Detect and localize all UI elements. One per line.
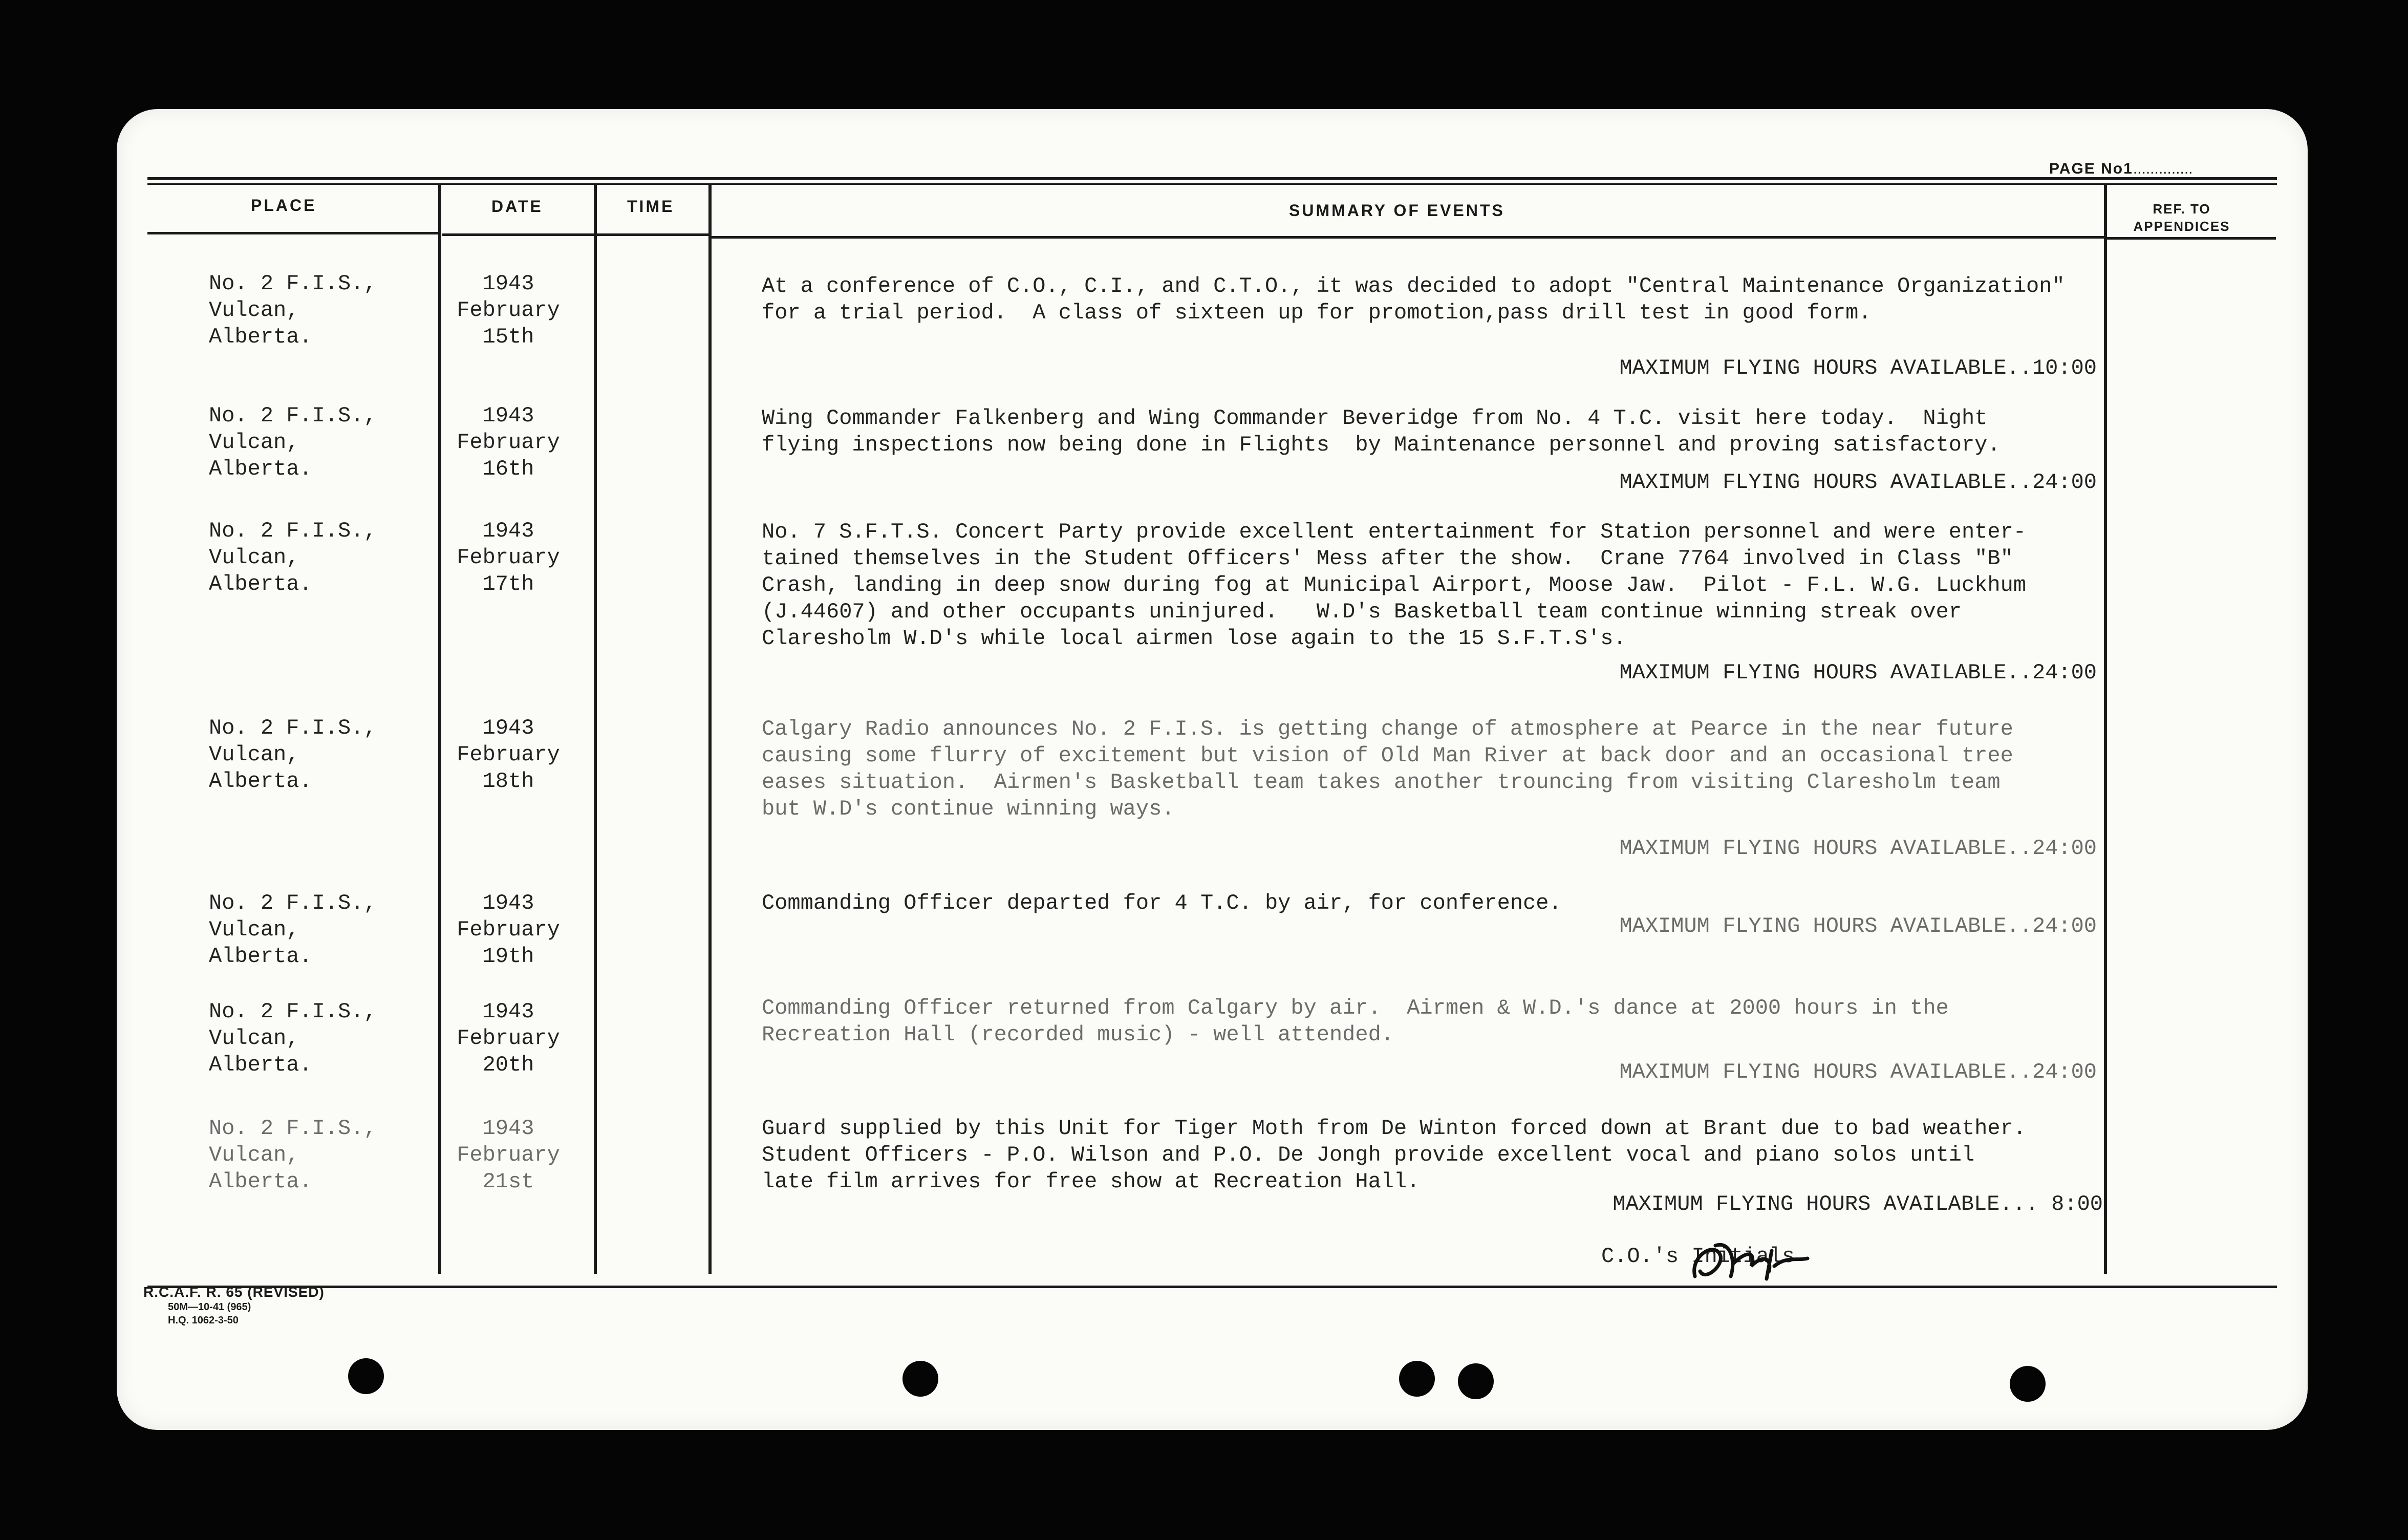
- max-flying-hours: MAXIMUM FLYING HOURS AVAILABLE... 8:00: [1612, 1192, 2103, 1216]
- punch-hole: [2010, 1366, 2046, 1402]
- entry-summary: Wing Commander Falkenberg and Wing Commander Beveridge from No. 4 T.C. visit here today. Night flying inspections now being done in Flights by Maintenance personnel and proving satisfactory.: [762, 406, 2001, 457]
- header-rule-summary: [712, 236, 2104, 239]
- entry-date: 1943 February 15th: [457, 271, 560, 349]
- entry-place: No. 2 F.I.S., Vulcan, Alberta.: [209, 403, 377, 481]
- diary-form-card: [117, 109, 2308, 1430]
- page-number: 1: [2123, 160, 2133, 177]
- entry-summary: Commanding Officer departed for 4 T.C. by air, for conference.: [762, 891, 1562, 915]
- entry-date: 1943 February 17th: [457, 519, 560, 596]
- entry-summary: At a conference of C.O., C.I., and C.T.O., it was decided to adopt "Central Maintenance Organization" for a trial period. A class of sixteen up for promotion,pass drill test in good form.: [762, 274, 2065, 325]
- entry-summary: Guard supplied by this Unit for Tiger Moth from De Winton forced down at Brant due to bad weather. Student Officers - P.O. Wilson and P.O. De Jongh provide excellent vocal and piano solos until late film arrives for free show at Recreation Hall.: [762, 1116, 2027, 1194]
- top-rule-thick: [147, 177, 2277, 180]
- header-rule-date: [442, 233, 708, 236]
- entry-place: No. 2 F.I.S., Vulcan, Alberta.: [209, 1116, 377, 1194]
- header-rule-ref: [2107, 237, 2276, 240]
- punch-hole: [348, 1358, 384, 1394]
- max-flying-hours: MAXIMUM FLYING HOURS AVAILABLE..24:00: [1619, 470, 2097, 495]
- max-flying-hours: MAXIMUM FLYING HOURS AVAILABLE..24:00: [1619, 914, 2097, 938]
- entry-date: 1943 February 20th: [457, 999, 560, 1077]
- form-identifier: R.C.A.F. R. 65 (REVISED) 50M—10-41 (965) H.Q. 1062-3-50: [143, 1284, 325, 1326]
- entry-place: No. 2 F.I.S., Vulcan, Alberta.: [209, 519, 377, 596]
- header-date: DATE: [491, 197, 543, 216]
- max-flying-hours: MAXIMUM FLYING HOURS AVAILABLE..24:00: [1619, 660, 2097, 685]
- column-divider-time: [708, 185, 712, 1274]
- max-flying-hours: MAXIMUM FLYING HOURS AVAILABLE..10:00: [1619, 356, 2097, 380]
- header-summary: SUMMARY OF EVENTS: [1289, 201, 1505, 220]
- entry-summary: Commanding Officer returned from Calgary by air. Airmen & W.D.'s dance at 2000 hours in the Recreation Hall (recorded music) - well attended.: [762, 996, 1949, 1047]
- entry-date: 1943 February 21st: [457, 1116, 560, 1194]
- entry-place: No. 2 F.I.S., Vulcan, Alberta.: [209, 891, 377, 969]
- punch-hole: [1399, 1361, 1435, 1397]
- punch-hole: [1458, 1363, 1494, 1399]
- co-initials-label: C.O.'s Initials: [1601, 1244, 1795, 1269]
- bottom-rule: [147, 1286, 2277, 1288]
- entry-summary: No. 7 S.F.T.S. Concert Party provide excellent entertainment for Station personnel and were enter- tained themselves in the Student Officers' Mess after the show. Crane 7764 involved in Class "B" Crash, landing in deep snow during fog at Municipal Airport, Moose Jaw. Pilot - F.L. W.G. Luckhum (J.44607) and other occupants uninjured. W.D's Basketball team continue winning streak over Claresholm W.D's while local airmen lose again to the 15 S.F.T.S's.: [762, 520, 2027, 651]
- entry-summary: Calgary Radio announces No. 2 F.I.S. is getting change of atmosphere at Pearce in the near future causing some flurry of excitement but vision of Old Man River at back door and an occasional tree eases situation. Airmen's Basketball team takes another trouncing from visiting Claresholm team but W.D's continue winning ways.: [762, 717, 2013, 821]
- co-initials-signature: [1685, 1235, 1818, 1287]
- punch-hole: [902, 1361, 938, 1397]
- header-place: PLACE: [251, 196, 317, 215]
- top-rule-thin: [147, 183, 2277, 185]
- column-divider-summary: [2104, 185, 2107, 1274]
- entry-place: No. 2 F.I.S., Vulcan, Alberta.: [209, 271, 377, 349]
- page-number-label: PAGE No1..............: [2049, 160, 2193, 177]
- header-rule-place: [147, 232, 439, 234]
- header-ref-appendices: REF. TO APPENDICES: [2133, 201, 2230, 234]
- entry-date: 1943 February 16th: [457, 403, 560, 481]
- entry-place: No. 2 F.I.S., Vulcan, Alberta.: [209, 716, 377, 794]
- column-divider-date: [594, 185, 597, 1274]
- entry-date: 1943 February 19th: [457, 891, 560, 969]
- max-flying-hours: MAXIMUM FLYING HOURS AVAILABLE..24:00: [1619, 1060, 2097, 1084]
- entry-date: 1943 February 18th: [457, 716, 560, 794]
- header-time: TIME: [627, 197, 675, 216]
- entry-place: No. 2 F.I.S., Vulcan, Alberta.: [209, 999, 377, 1077]
- max-flying-hours: MAXIMUM FLYING HOURS AVAILABLE..24:00: [1619, 836, 2097, 861]
